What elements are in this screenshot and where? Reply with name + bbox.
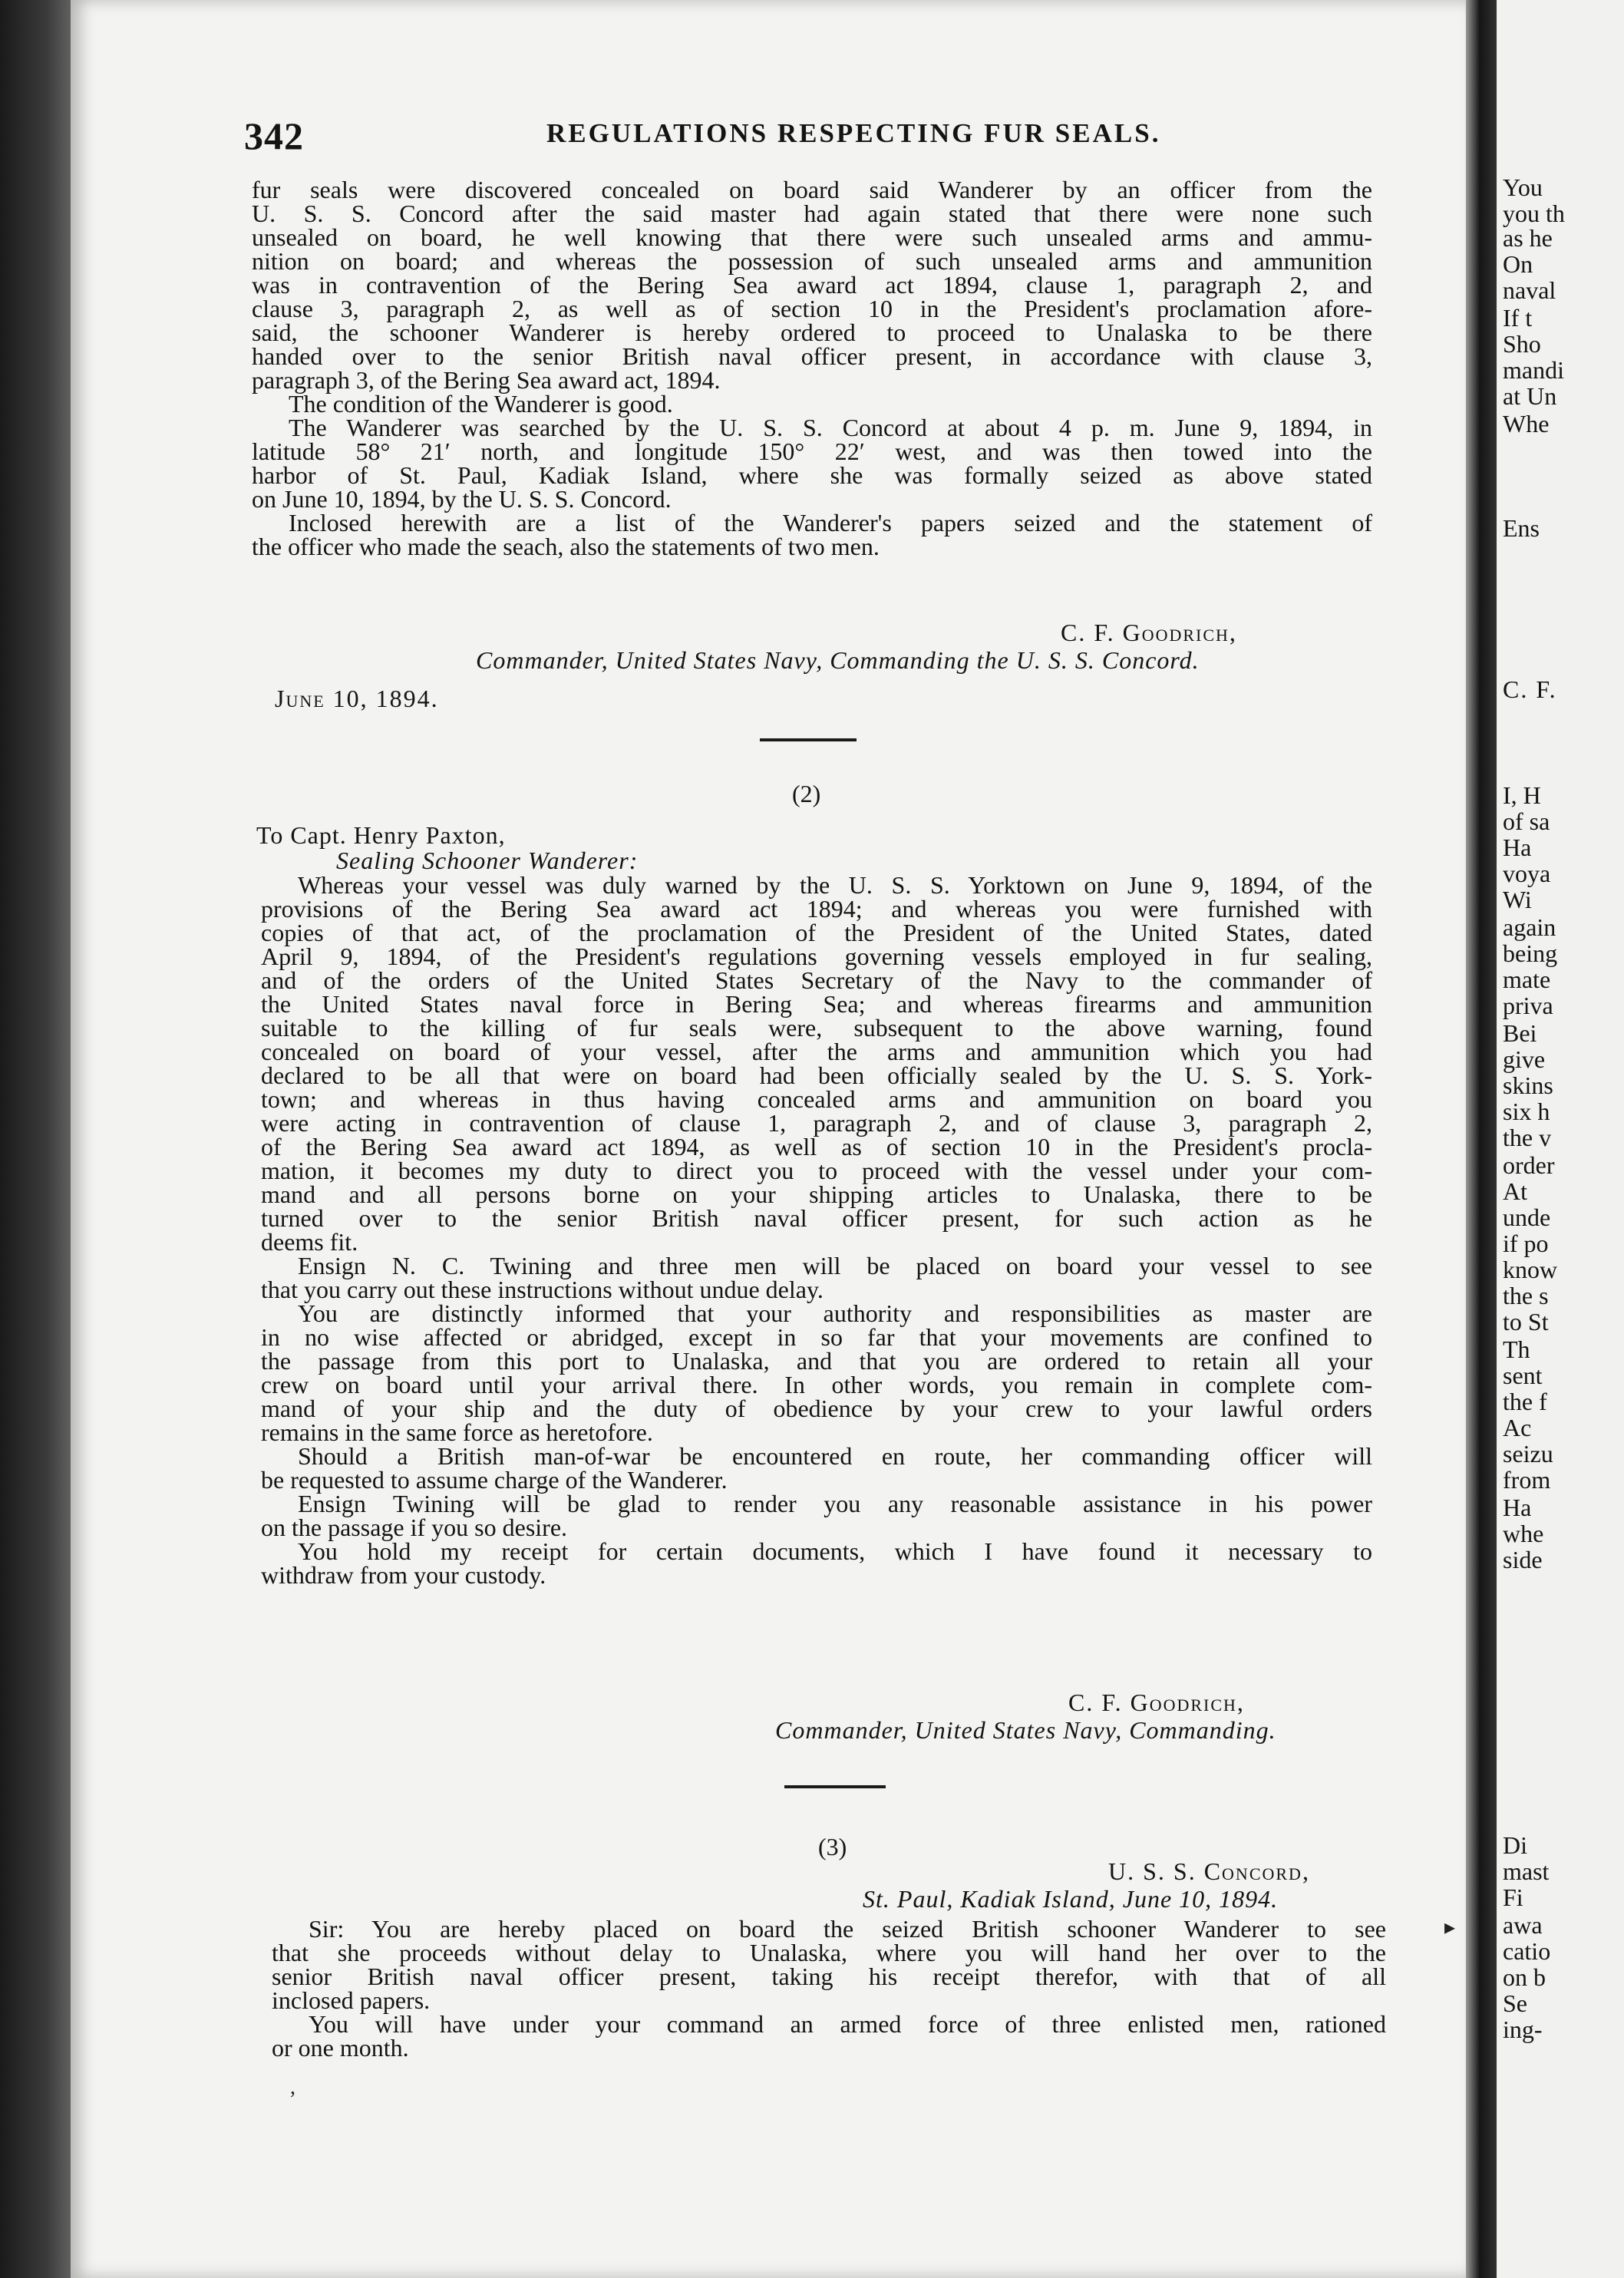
facing-fragment: skins <box>1503 1071 1553 1099</box>
text-line: declared to be all that were on board had been officially sealed by the U. S. S. York- <box>261 1061 1372 1089</box>
facing-fragment: Se <box>1503 1989 1527 2017</box>
facing-fragment: Bei <box>1503 1019 1537 1047</box>
text-line: that she proceeds without delay to Unalaska, where you will hand her over to the <box>272 1939 1386 1966</box>
text-line: U. S. S. Concord after the said master had again stated that there were none such <box>252 200 1372 227</box>
section-1-para-2 <box>252 392 1372 416</box>
facing-fragment: mandi <box>1503 356 1564 384</box>
text-line: latitude 58° 21′ north, and longitude 150° 22′ west, and was then towed into the <box>252 437 1372 465</box>
text-line: mand and all persons borne on your shipping articles to Unalaska, there to be <box>261 1180 1372 1208</box>
text-line: clause 3, paragraph 2, as well as of section 10 in the President's proclamation afore- <box>252 295 1372 322</box>
text-line: Sir: You are hereby placed on board the seized British schooner Wanderer to see <box>309 1915 1386 1943</box>
text-line: Ensign N. C. Twining and three men will be placed on board your vessel to see <box>298 1252 1372 1279</box>
text-line: Ensign Twining will be glad to render you any reasonable assistance in his power <box>298 1490 1372 1517</box>
facing-fragment: you th <box>1503 200 1565 227</box>
facing-fragment: At <box>1503 1177 1527 1205</box>
facing-fragment: C. F. <box>1503 675 1557 703</box>
facing-fragment: to St <box>1503 1308 1549 1335</box>
text-line: provisions of the Bering Sea award act 1894; and whereas you were furnished with <box>261 895 1372 923</box>
section-2-para-4 <box>261 1444 1372 1492</box>
section-1-date: June 10, 1894. <box>275 685 439 712</box>
text-line: or one month. <box>272 2034 409 2062</box>
text-line: town; and whereas in thus having concealed arms and ammunition on board you <box>261 1085 1372 1113</box>
section-divider <box>760 738 857 741</box>
text-line: fur seals were discovered concealed on board said Wanderer by an officer from the <box>252 176 1372 203</box>
text-line: paragraph 3, of the Bering Sea award act, 1894. <box>252 366 721 394</box>
facing-fragment: as he <box>1503 224 1553 252</box>
facing-fragment: voya <box>1503 860 1551 887</box>
section-2-para-6 <box>261 1537 1372 1589</box>
text-line: You hold my receipt for certain documents, which I have found it necessary to <box>298 1537 1372 1565</box>
running-title: REGULATIONS RESPECTING FUR SEALS. <box>546 118 1161 148</box>
text-line: mand of your ship and the duty of obedience by your crew to your lawful orders <box>261 1395 1372 1422</box>
facing-fragment: ing- <box>1503 2016 1543 2043</box>
ink-speck: , <box>290 2075 295 2099</box>
text-line: withdraw from your custody. <box>261 1561 546 1589</box>
section-2-para-5 <box>261 1492 1372 1540</box>
facing-fragment: mate <box>1503 966 1551 993</box>
text-line: Should a British man-of-war be encountered en route, her commanding officer will <box>298 1442 1372 1470</box>
facing-fragment: Th <box>1503 1335 1530 1363</box>
text-line: concealed on board of your vessel, after the arms and ammunition which you had <box>261 1038 1372 1065</box>
text-line: of the Bering Sea award act 1894, as well as of section 10 in the President's procla- <box>261 1133 1372 1160</box>
text-line: mation, it becomes my duty to direct you to proceed with the vessel under your com- <box>261 1157 1372 1184</box>
ink-speck: ▸ <box>1444 1916 1456 1940</box>
facing-fragment: whe <box>1503 1520 1544 1547</box>
text-line: that you carry out these instructions without undue delay. <box>261 1276 824 1303</box>
text-line: said, the schooner Wanderer is hereby ordered to proceed to Unalaska to be there <box>252 319 1372 346</box>
text-line: handed over to the senior British naval officer present, in accordance with clause 3, <box>252 342 1372 370</box>
facing-fragment: awa <box>1503 1911 1543 1939</box>
text-line: in no wise affected or abridged, except in so far that your movements are confined to <box>261 1323 1372 1351</box>
section-1-signature-title: Commander, United States Navy, Commanding the U. S. S. Concord. <box>476 646 1200 674</box>
text-line: suitable to the killing of fur seals were, subsequent to the above warning, found <box>261 1014 1372 1042</box>
text-line: deems fit. <box>261 1228 358 1256</box>
section-3-place-date: St. Paul, Kadiak Island, June 10, 1894. <box>863 1885 1279 1913</box>
section-1-para-1 <box>252 178 1372 392</box>
facing-fragment: seizu <box>1503 1440 1553 1467</box>
facing-fragment: Di <box>1503 1831 1527 1859</box>
facing-fragment: You <box>1503 173 1543 201</box>
text-line: the officer who made the seach, also the statements of two men. <box>252 533 880 560</box>
section-1-para-4 <box>252 511 1372 559</box>
text-line: crew on board until your arrival there. In other words, you remain in complete com- <box>261 1371 1372 1398</box>
text-line: The Wanderer was searched by the U. S. S. Concord at about 4 p. m. June 9, 1894, in <box>289 414 1372 441</box>
text-line: harbor of St. Paul, Kadiak Island, where she was formally seized as above stated <box>252 461 1372 489</box>
facing-fragment: side <box>1503 1546 1543 1573</box>
text-line: unsealed on board, he well knowing that there were such unsealed arms and ammu- <box>252 223 1372 251</box>
facing-fragment: the v <box>1503 1124 1552 1151</box>
facing-fragment: unde <box>1503 1203 1551 1231</box>
text-line: and of the orders of the United States Secretary of the Navy to the commander of <box>261 966 1372 994</box>
text-line: April 9, 1894, of the President's regulations governing vessels employed in fur sealing, <box>261 943 1372 970</box>
text-line: on the passage if you so desire. <box>261 1514 568 1541</box>
section-2-addressee <box>256 821 506 850</box>
scan-edge-left <box>0 0 77 2278</box>
facing-fragment: Whe <box>1503 410 1550 437</box>
facing-fragment: Fi <box>1503 1883 1523 1911</box>
section-1-body <box>252 178 1372 559</box>
book-gutter <box>1466 0 1497 2278</box>
text-line: turned over to the senior British naval officer present, for such action as he <box>261 1204 1372 1232</box>
section-3-number: (3) <box>818 1833 847 1860</box>
section-3-para-1 <box>272 1917 1386 2012</box>
section-2-signature-title: Commander, United States Navy, Commanding. <box>775 1716 1276 1744</box>
section-2-number: (2) <box>792 780 821 807</box>
text-line: was in contravention of the Bering Sea award act 1894, clause 1, paragraph 2, and <box>252 271 1372 299</box>
section-2-addressee-sub: Sealing Schooner Wanderer: <box>336 847 639 874</box>
facing-fragment: if po <box>1503 1230 1549 1257</box>
facing-fragment: on b <box>1503 1963 1546 1991</box>
facing-fragment: priva <box>1503 992 1553 1019</box>
facing-fragment: sent <box>1503 1362 1543 1389</box>
addressee-name: To Capt. Henry Paxton, <box>256 821 506 849</box>
text-line: You will have under your command an armed force of three enlisted men, rationed <box>309 2010 1386 2038</box>
text-line: You are distinctly informed that your authority and responsibilities as master are <box>298 1299 1372 1327</box>
section-3-body <box>272 1917 1386 2060</box>
facing-fragment: know <box>1503 1256 1558 1283</box>
text-line: Whereas your vessel was duly warned by the U. S. S. Yorktown on June 9, 1894, of the <box>298 871 1372 899</box>
text-line: senior British naval officer present, taking his receipt therefor, with that of all <box>272 1963 1386 1990</box>
text-line: remains in the same force as heretofore. <box>261 1418 653 1446</box>
facing-fragment: Sho <box>1503 330 1541 358</box>
section-2-para-1 <box>261 873 1372 1254</box>
facing-fragment: give <box>1503 1045 1546 1073</box>
facing-fragment: at Un <box>1503 382 1557 410</box>
facing-fragment: the f <box>1503 1388 1547 1415</box>
facing-fragment: If t <box>1503 304 1533 332</box>
page-number: 342 <box>244 114 304 157</box>
section-1-para-3 <box>252 416 1372 511</box>
text-line: the United States naval force in Bering Sea; and whereas firearms and ammunition <box>261 990 1372 1018</box>
facing-fragment: Ac <box>1503 1414 1532 1441</box>
section-3-para-2 <box>272 2012 1386 2060</box>
text-line: nition on board; and whereas the possession of such unsealed arms and ammunition <box>252 247 1372 275</box>
facing-fragment: naval <box>1503 276 1556 304</box>
text-line: inclosed papers. <box>272 1986 431 2014</box>
facing-fragment: order <box>1503 1151 1555 1179</box>
facing-fragment: again <box>1503 913 1556 941</box>
section-2-body <box>261 873 1372 1587</box>
facing-fragment: Wi <box>1503 886 1532 913</box>
facing-fragment: catio <box>1503 1937 1551 1965</box>
facing-fragment: being <box>1503 939 1558 967</box>
text-line: The condition of the Wanderer is good. <box>289 390 673 418</box>
facing-fragment: six h <box>1503 1098 1550 1125</box>
text-line: the passage from this port to Unalaska, and that you are ordered to retain all your <box>261 1347 1372 1375</box>
facing-fragment: mast <box>1503 1857 1550 1885</box>
section-2-para-2 <box>261 1254 1372 1302</box>
text-line: on June 10, 1894, by the U. S. S. Concord. <box>252 485 672 513</box>
section-2-para-3 <box>261 1299 1372 1446</box>
facing-fragment: Ha <box>1503 834 1532 861</box>
facing-fragment: Ens <box>1503 514 1540 542</box>
section-divider <box>784 1785 886 1788</box>
facing-fragment: from <box>1503 1466 1551 1494</box>
facing-fragment: I, H <box>1503 781 1541 809</box>
facing-fragment: On <box>1503 250 1533 278</box>
section-2-signature-name: C. F. Goodrich, <box>1068 1689 1245 1716</box>
section-1-signature-name: C. F. Goodrich, <box>1061 619 1237 646</box>
facing-page-edge <box>1497 0 1624 2278</box>
facing-fragment: of sa <box>1503 807 1550 835</box>
section-3-ship: U. S. S. Concord, <box>1108 1857 1310 1885</box>
text-line: copies of that act, of the proclamation of the President of the United States, dated <box>261 919 1372 946</box>
text-line: Inclosed herewith are a list of the Wanderer's papers seized and the statement of <box>289 509 1372 536</box>
book-page <box>71 0 1466 2278</box>
text-line: were acting in contravention of clause 1, paragraph 2, and of clause 3, paragraph 2, <box>261 1109 1372 1137</box>
text-line: be requested to assume charge of the Wanderer. <box>261 1466 728 1494</box>
facing-fragment: Ha <box>1503 1494 1532 1521</box>
facing-fragment: the s <box>1503 1282 1549 1309</box>
